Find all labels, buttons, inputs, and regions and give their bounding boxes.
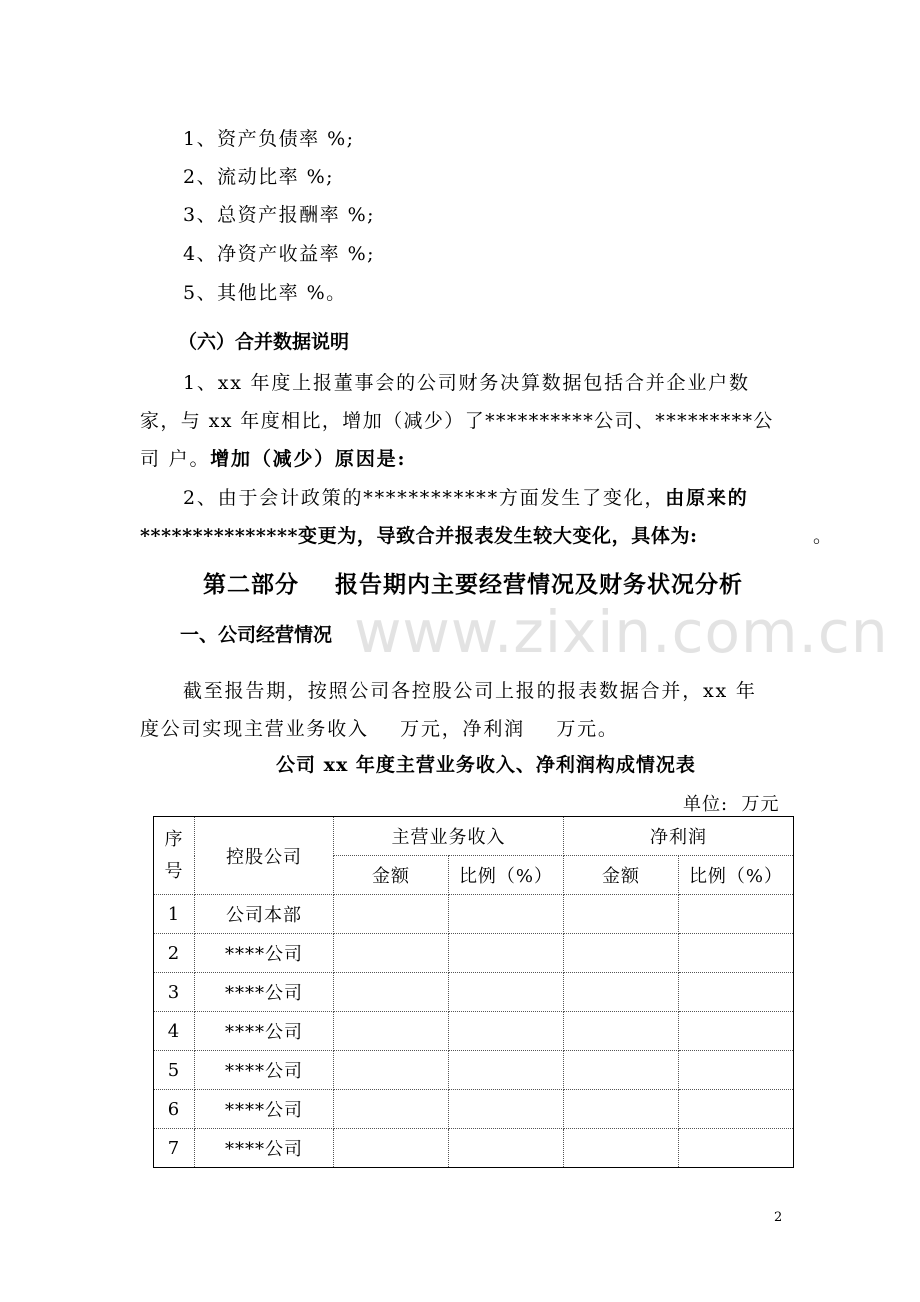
paragraph-text: 司 户。 <box>140 448 211 470</box>
row-number: 4 <box>154 1012 195 1051</box>
row-company: ****公司 <box>195 973 334 1012</box>
row-number: 6 <box>154 1090 195 1129</box>
table-row <box>154 973 794 1012</box>
header-revenue-ratio: 比例（%） <box>449 856 564 895</box>
ratio-item-5: 5、其他比率 %。 <box>183 282 347 304</box>
table-row <box>154 1051 794 1090</box>
header-revenue: 主营业务收入 <box>334 817 564 856</box>
header-seq: 序号 <box>154 817 195 895</box>
ratio-item-4: 4、净资产收益率 %; <box>183 243 376 265</box>
row-number: 5 <box>154 1051 195 1090</box>
table-title: 公司 xx 年度主营业务收入、净利润构成情况表 <box>276 754 696 776</box>
cell-empty <box>564 1090 679 1129</box>
cell-empty <box>679 973 794 1012</box>
cell-empty <box>679 1012 794 1051</box>
cell-empty <box>564 973 679 1012</box>
ratio-item-3: 3、总资产报酬率 %; <box>183 204 376 226</box>
cell-empty <box>449 1051 564 1090</box>
cell-empty <box>564 1051 679 1090</box>
header-profit: 净利润 <box>564 817 794 856</box>
cell-empty <box>334 934 449 973</box>
paragraph-line: 截至报告期，按照公司各控股公司上报的报表数据合并，xx 年 <box>183 680 757 702</box>
row-company: ****公司 <box>195 1051 334 1090</box>
cell-empty <box>449 934 564 973</box>
row-company: ****公司 <box>195 934 334 973</box>
paragraph-line: 1、xx 年度上报董事会的公司财务决算数据包括合并企业户数 <box>183 372 750 394</box>
part-title: 第二部分 报告期内主要经营情况及财务状况分析 <box>203 571 744 598</box>
cell-empty <box>449 895 564 934</box>
cell-empty <box>679 934 794 973</box>
paragraph-line: 家，与 xx 年度相比，增加（减少）了**********公司、*********公 <box>140 410 774 432</box>
row-number: 7 <box>154 1129 195 1168</box>
cell-empty <box>334 1012 449 1051</box>
cell-empty <box>564 934 679 973</box>
paragraph-line <box>140 444 406 471</box>
row-company: ****公司 <box>195 1012 334 1051</box>
header-company: 控股公司 <box>195 817 334 895</box>
paragraph-line: 度公司实现主营业务收入 万元，净利润 万元。 <box>140 718 619 740</box>
table-row <box>154 895 794 934</box>
ratio-item-1: 1、资产负债率 %; <box>183 128 355 150</box>
cell-empty <box>334 1129 449 1168</box>
header-revenue-amount: 金额 <box>334 856 449 895</box>
header-profit-amount: 金额 <box>564 856 679 895</box>
paragraph-bold-text: 增加（减少）原因是: <box>210 448 407 470</box>
row-company: 公司本部 <box>195 895 334 934</box>
header-profit-ratio: 比例（%） <box>679 856 794 895</box>
row-number: 3 <box>154 973 195 1012</box>
cell-empty <box>679 1090 794 1129</box>
row-number: 1 <box>154 895 195 934</box>
cell-empty <box>449 1012 564 1051</box>
cell-empty <box>679 1129 794 1168</box>
table-row <box>154 934 794 973</box>
table-unit: 单位: 万元 <box>683 794 780 815</box>
table-row <box>154 1012 794 1051</box>
paragraph-end-mark: 。 <box>813 525 834 547</box>
cell-empty <box>334 1090 449 1129</box>
section-heading: （六）合并数据说明 <box>178 331 350 353</box>
cell-empty <box>564 1129 679 1168</box>
paragraph-bold-text: 由原来的 <box>665 487 749 509</box>
cell-empty <box>334 895 449 934</box>
paragraph-text: 2、由于会计政策的************方面发生了变化， <box>183 487 666 509</box>
paragraph-bold-line: ***************变更为，导致合并报表发生较大变化，具体为: <box>140 525 698 547</box>
cell-empty <box>334 1051 449 1090</box>
cell-empty <box>334 973 449 1012</box>
row-company: ****公司 <box>195 1129 334 1168</box>
revenue-profit-table <box>153 816 794 1168</box>
cell-empty <box>564 1012 679 1051</box>
cell-empty <box>679 895 794 934</box>
table-row <box>154 1129 794 1168</box>
watermark: www.zixin.com.cn <box>354 598 889 666</box>
subsection-heading: 一、公司经营情况 <box>180 624 333 646</box>
cell-empty <box>449 1129 564 1168</box>
cell-empty <box>449 973 564 1012</box>
page-number: 2 <box>774 1210 783 1225</box>
table-row <box>154 1090 794 1129</box>
ratio-item-2: 2、流动比率 %; <box>183 166 335 188</box>
row-number: 2 <box>154 934 195 973</box>
cell-empty <box>679 1051 794 1090</box>
cell-empty <box>564 895 679 934</box>
row-company: ****公司 <box>195 1090 334 1129</box>
cell-empty <box>449 1090 564 1129</box>
paragraph-line <box>183 483 749 510</box>
